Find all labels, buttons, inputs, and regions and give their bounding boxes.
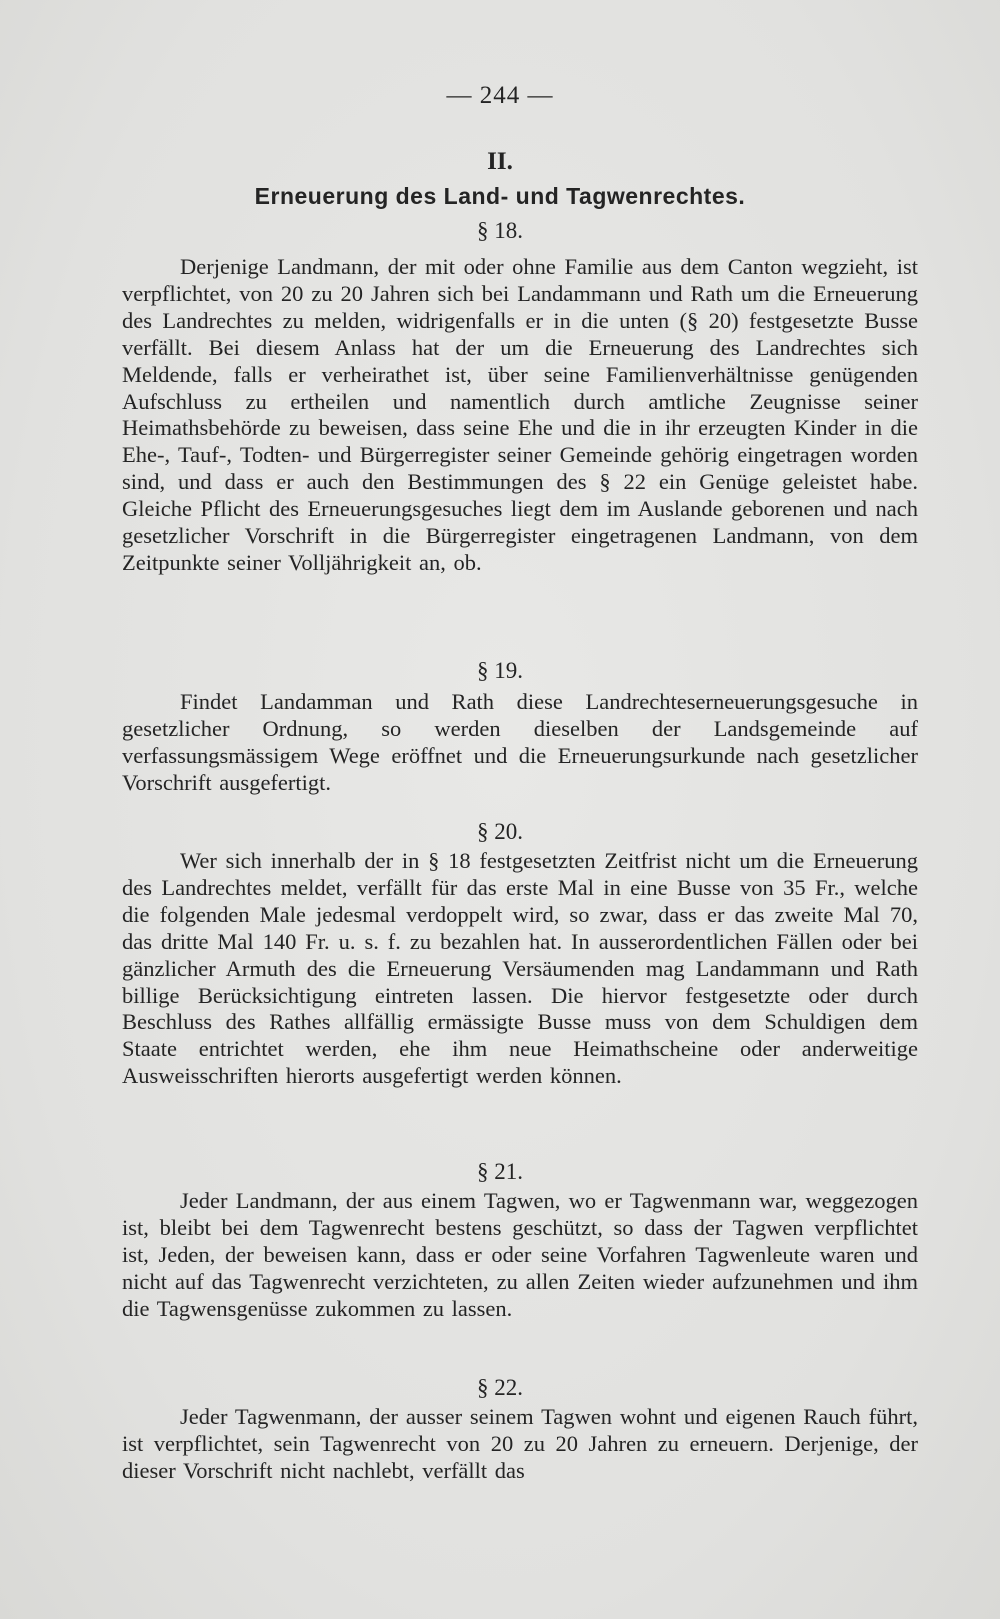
page-number: — 244 — xyxy=(446,82,554,109)
section-text-19: Findet Landamman und Rath diese Landrechteserneuerungsgesuche in gesetzlicher Ordnung, so werden dieselben der Landsgemeinde auf verfassungsmässigem Wege eröffnet und die Erneuerungsurkunde nach gesetzlicher Vorschrift ausgefertigt. xyxy=(122,689,918,795)
section-text-21: Jeder Landmann, der aus einem Tagwen, wo er Tagwenmann war, weggezogen ist, bleibt bei dem Tagwenrecht bestens geschützt, so dass der Tagwen verpflichtet ist, Jeden, der beweisen kann, dass er oder seine Vorfahren Tagwenleute waren und nicht auf das Tagwenrecht verzichteten, zu allen Zeiten wieder aufzunehmen und ihm die Tagwensgenüsse zukommen zu lassen. xyxy=(122,1188,918,1321)
section-text-20: Wer sich innerhalb der in § 18 festgesetzten Zeitfrist nicht um die Erneuerung des Landrechtes meldet, verfällt für das erste Mal in eine Busse von 35 Fr., welche die folgenden Male jedesmal verdoppelt wird, so zwar, dass er das zweite Mal 70, das dritte Mal 140 Fr. u. s. f. zu bezahlen hat. In ausserordentlichen Fällen oder bei gänzlicher Armuth des die Erneuerung Versäumenden mag Landammann und Rath billige Berücksichtigung eintreten lassen. Die hiervor festgesetzte oder durch Beschluss des Rathes allfällig ermässigte Busse muss von dem Schuldigen dem Staate entrichtet werden, ehe ihm neue Heimathscheine oder anderweitige Ausweisschriften hierorts ausgefertigt werden können. xyxy=(122,848,918,1089)
section-text-18: Derjenige Landmann, der mit oder ohne Familie aus dem Canton wegzieht, ist verpflichtet, von 20 zu 20 Jahren sich bei Landammann und Rath um die Erneuerung des Landrechtes zu melden, widrigenfalls er in die unten (§ 20) festgesetzte Busse verfällt. Bei diesem Anlass hat der um die Erneuerung des Landrechtes sich Meldende, falls er verheirathet ist, über seine Familienverhältnisse genügenden Aufschluss zu ertheilen und namentlich durch amtliche Zeugnisse seiner Heimathsbehörde zu beweisen, dass seine Ehe und die in ihr erzeugten Kinder in die Ehe-, Tauf-, Todten- und Bürgerregister seiner Gemeinde gehörig eingetragen worden sind, und dass er auch den Bestimmungen des § 22 ein Genüge geleistet habe. Gleiche Pflicht des Erneuerungsgesuches liegt dem im Auslande geborenen und nach gesetzlicher Vorschrift in die Bürgerregister eingetragenen Landmann, von dem Zeitpunkte seiner Volljährigkeit an, ob. xyxy=(122,254,918,575)
section-text-22: Jeder Tagwenmann, der ausser seinem Tagwen wohnt und eigenen Rauch führt, ist verpflichtet, sein Tagwenrecht von 20 zu 20 Jahren zu erneuern. Derjenige, der dieser Vorschrift nicht nachlebt, verfällt das xyxy=(122,1404,918,1483)
section-heading-21: § 21. xyxy=(477,1159,523,1184)
section-heading-18: § 18. xyxy=(477,218,523,243)
section-heading-20: § 20. xyxy=(477,819,523,844)
section-heading-19: § 19. xyxy=(477,658,523,683)
chapter-title: Erneuerung des Land- und Tagwenrechtes. xyxy=(254,183,746,209)
section-heading-22: § 22. xyxy=(477,1375,523,1400)
chapter-number: II. xyxy=(487,148,513,175)
